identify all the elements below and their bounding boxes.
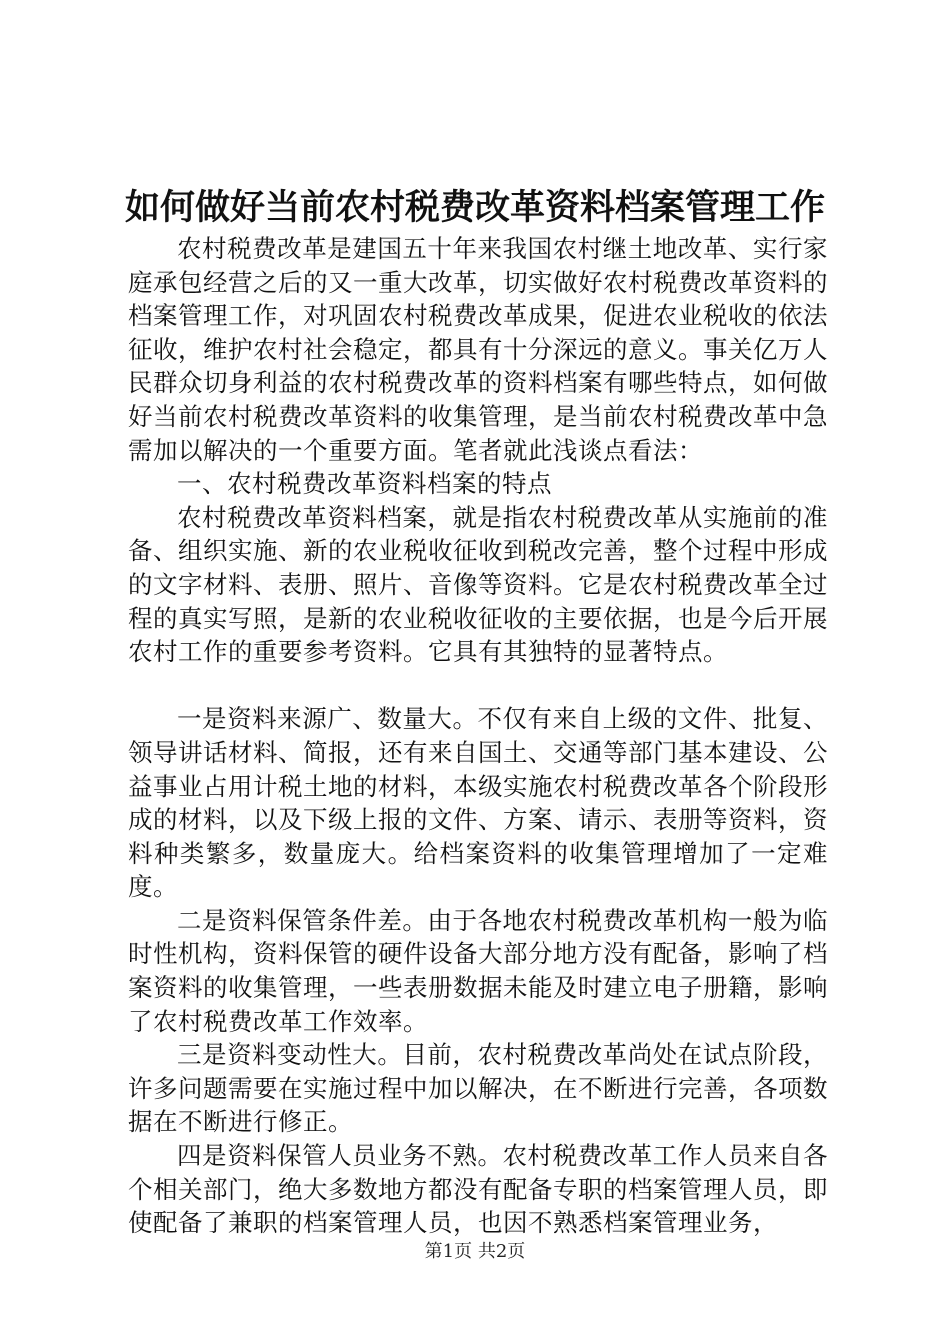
paragraph-point-one: 一是资料来源广、数量大。不仅有来自上级的文件、批复、领导讲话材料、简报，还有来自国土、交通等部门基本建设、公益事业占用计税土地的材料，本级实施农村税费改革各个阶段形成的材料，以及下级上报的文件、方案、请示、表册等资料，资料种类繁多，数量庞大。给档案资料的收集管理增加了一定难度。 (128, 704, 828, 902)
paragraph-point-three: 三是资料变动性大。目前，农村税费改革尚处在试点阶段，许多问题需要在实施过程中加以解决，在不断进行完善，各项数据在不断进行修正。 (128, 1040, 828, 1137)
paragraph-point-four: 四是资料保管人员业务不熟。农村税费改革工作人员来自各个相关部门，绝大多数地方都没有配备专职的档案管理人员，即使配备了兼职的档案管理人员，也因不熟悉档案管理业务， (128, 1141, 828, 1238)
document-title: 如何做好当前农村税费改革资料档案管理工作 (124, 187, 825, 228)
paragraph-point-two: 二是资料保管条件差。由于各地农村税费改革机构一般为临时性机构，资料保管的硬件设备大部分地方没有配备，影响了档案资料的收集管理，一些表册数据未能及时建立电子册籍，影响了农村税费改革工作效率。 (128, 905, 828, 1036)
paragraph-definition: 农村税费改革资料档案，就是指农村税费改革从实施前的准备、组织实施、新的农业税收征收到税改完善，整个过程中形成的文字材料、表册、照片、音像等资料。它是农村税费改革全过程的真实写照，是新的农业税收征收的主要依据，也是今后开展农村工作的重要参考资料。它具有其独特的显著特点。 (128, 502, 828, 667)
paragraph-intro: 农村税费改革是建国五十年来我国农村继土地改革、实行家庭承包经营之后的又一重大改革，切实做好农村税费改革资料的档案管理工作，对巩固农村税费改革成果，促进农业税收的依法征收，维护农村社会稳定，都具有十分深远的意义。事关亿万人民群众切身利益的农村税费改革的资料档案有哪些特点，如何做好当前农村税费改革资料的收集管理，是当前农村税费改革中急需加以解决的一个重要方面。笔者就此浅谈点看法： (128, 234, 828, 465)
document-body (128, 232, 828, 1240)
section-heading: 一、农村税费改革资料档案的特点 (177, 469, 552, 499)
page-number-footer: 第1页 共2页 (424, 1241, 526, 1262)
